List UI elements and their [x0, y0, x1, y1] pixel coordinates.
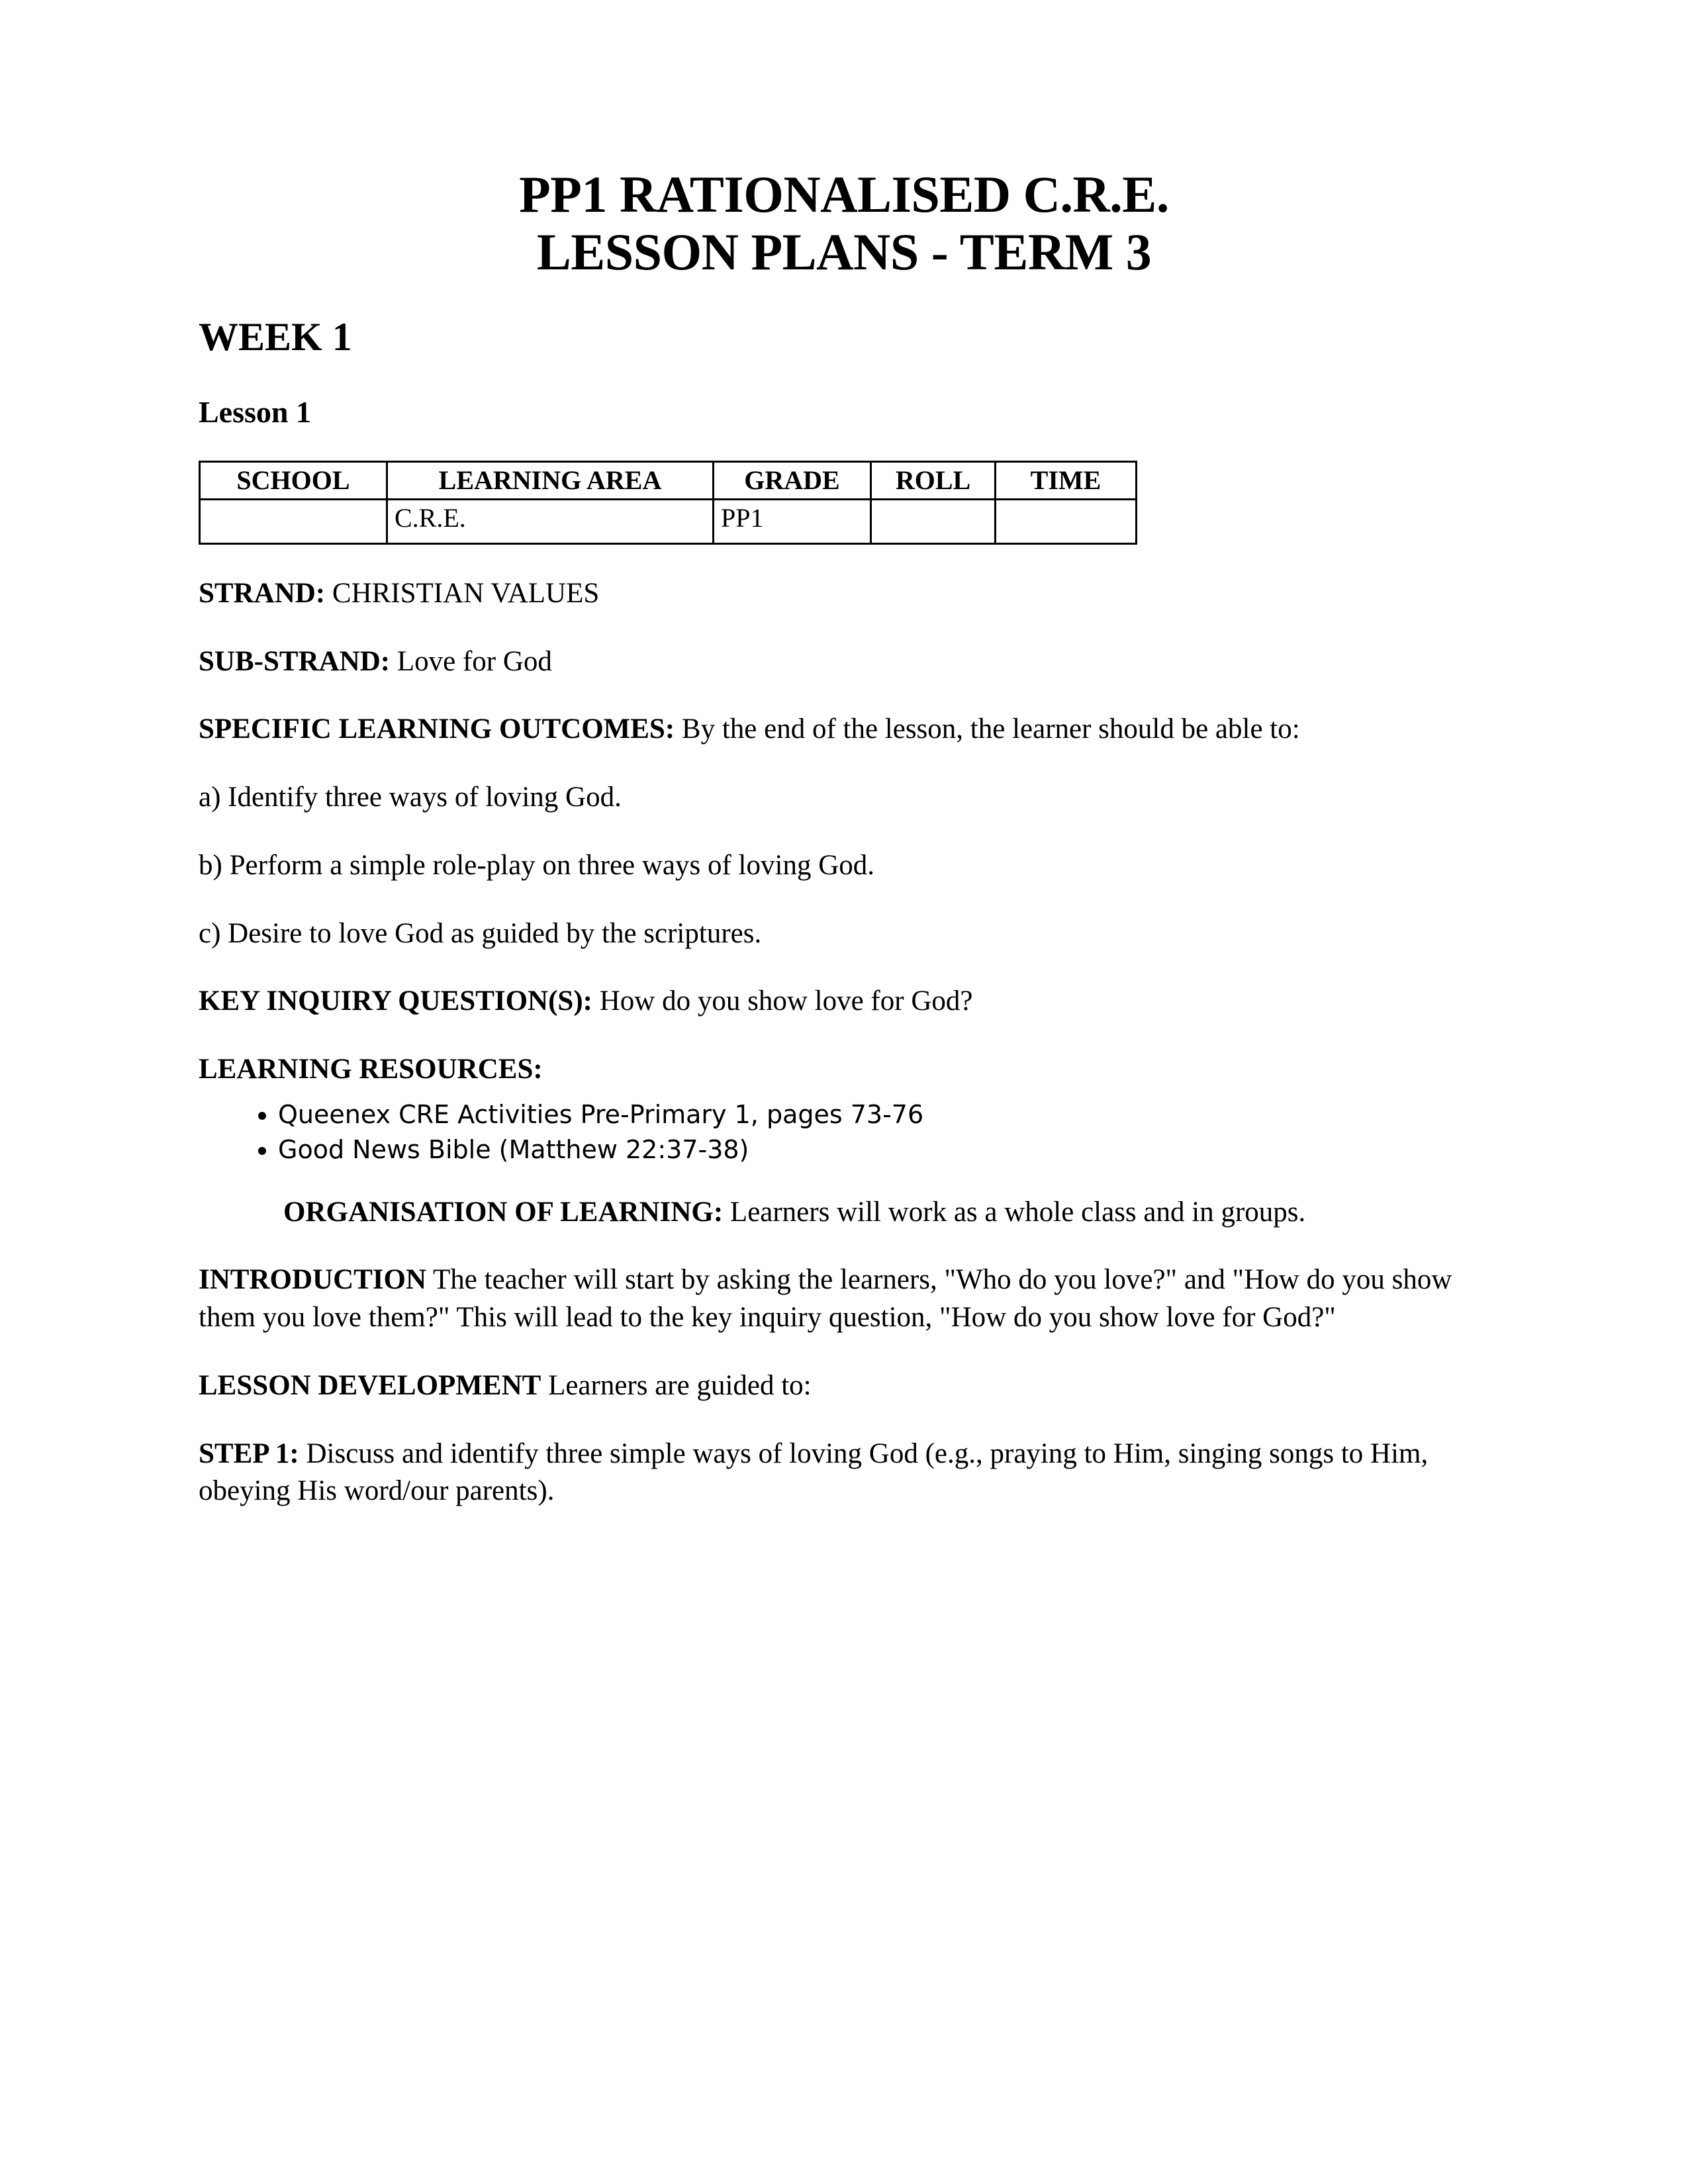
outcomes-paragraph	[199, 711, 1489, 749]
lesson-development-paragraph	[199, 1367, 1489, 1405]
inquiry-value: How do you show love for God?	[592, 985, 973, 1017]
table-row	[200, 499, 1137, 543]
inquiry-paragraph	[199, 983, 1489, 1021]
introduction-value: The teacher will start by asking the learners, "Who do you love?" and "How do you show them you love them?" This will lead to the key inquiry question, "How do you show love for God?"	[199, 1264, 1452, 1333]
table-header-row	[200, 461, 1137, 499]
development-value: Learners are guided to:	[541, 1369, 812, 1401]
resources-list	[199, 1098, 1489, 1167]
substrand-value: Love for God	[390, 645, 552, 677]
page-title-line-1: PP1 RATIONALISED C.R.E.	[519, 165, 1169, 223]
step-1-value: Discuss and identify three simple ways of loving God (e.g., praying to Him, singing songs to Him, obeying His word/our parents).	[199, 1437, 1429, 1507]
strand-label: STRAND:	[199, 577, 326, 609]
resources-heading	[199, 1051, 1489, 1089]
list-item: • Good News Bible (Matthew 22:37-38)	[278, 1133, 1489, 1167]
table-header-grade: GRADE	[714, 461, 871, 499]
list-item: • Queenex CRE Activities Pre-Primary 1, pages 73-76	[278, 1098, 1489, 1132]
step-1-label: STEP 1:	[199, 1437, 299, 1469]
table-header-time: TIME	[996, 461, 1137, 499]
lesson-heading: Lesson 1	[199, 394, 311, 429]
organisation-value: Learners will work as a whole class and in groups.	[723, 1196, 1306, 1228]
page-title-line-2: LESSON PLANS - TERM 3	[536, 223, 1152, 281]
cell-school	[200, 499, 387, 543]
substrand-paragraph	[199, 643, 1489, 681]
inquiry-label: KEY INQUIRY QUESTION(S):	[199, 985, 592, 1017]
cell-roll	[871, 499, 996, 543]
lesson-info-table	[199, 461, 1137, 545]
introduction-paragraph	[199, 1261, 1489, 1337]
table-header-school: SCHOOL	[200, 461, 387, 499]
cell-learning-area: C.R.E.	[387, 499, 714, 543]
resources-label: LEARNING RESOURCES:	[199, 1054, 543, 1085]
outcome-c: c) Desire to love God as guided by the scriptures.	[199, 917, 762, 949]
week-heading: WEEK 1	[199, 314, 352, 359]
outcomes-value: By the end of the lesson, the learner should be able to:	[675, 713, 1300, 745]
step-1-paragraph	[199, 1435, 1489, 1511]
table-header-roll: ROLL	[871, 461, 996, 499]
organisation-paragraph	[283, 1194, 1402, 1232]
outcome-b: b) Perform a simple role-play on three ways of loving God.	[199, 849, 874, 881]
cell-time	[996, 499, 1137, 543]
development-label: LESSON DEVELOPMENT	[199, 1369, 541, 1401]
table-header-learning-area: LEARNING AREA	[387, 461, 714, 499]
strand-paragraph	[199, 575, 1489, 613]
substrand-label: SUB-STRAND:	[199, 645, 391, 677]
outcomes-label: SPECIFIC LEARNING OUTCOMES:	[199, 713, 675, 745]
cell-grade: PP1	[714, 499, 871, 543]
page-title	[199, 165, 1489, 281]
organisation-label: ORGANISATION OF LEARNING:	[283, 1196, 724, 1228]
outcome-a: a) Identify three ways of loving God.	[199, 782, 622, 813]
introduction-label: INTRODUCTION	[199, 1264, 427, 1296]
strand-value: CHRISTIAN VALUES	[325, 577, 600, 609]
